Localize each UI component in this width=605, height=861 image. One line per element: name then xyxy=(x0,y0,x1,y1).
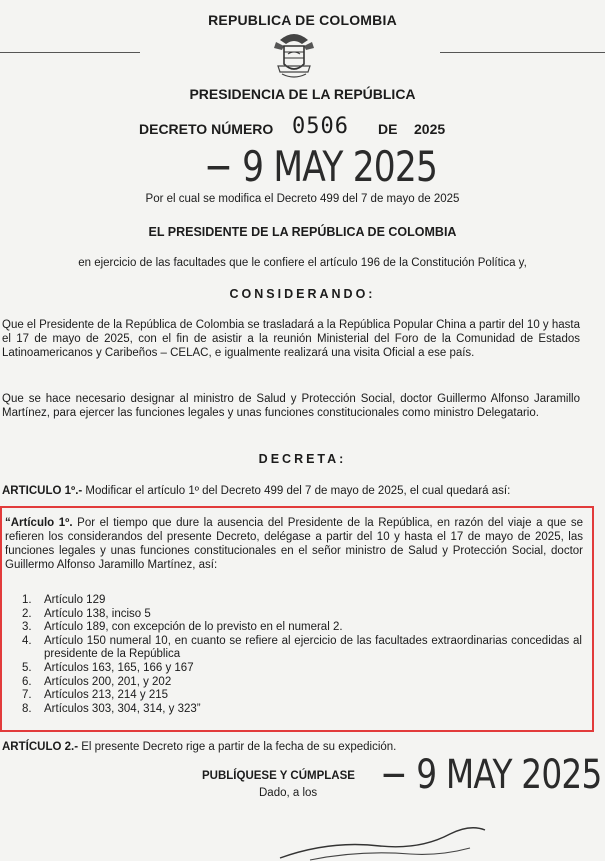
list-item xyxy=(22,703,582,717)
header-rule-left xyxy=(0,52,140,53)
list-item-text: Artículos 303, 304, 314, y 323” xyxy=(44,702,201,715)
list-item-text: Artículos 163, 165, 166 y 167 xyxy=(44,661,194,674)
list-item xyxy=(22,662,582,676)
list-item-number: 6. xyxy=(22,675,32,688)
article-1-label: ARTICULO 1º.- xyxy=(2,485,83,497)
article-1-text: Modificar el artículo 1º del Decreto 499 del 7 de mayo de 2025, el cual quedará así: xyxy=(82,485,511,497)
list-item-number: 2. xyxy=(22,607,32,620)
decreta-heading: DECRETA: xyxy=(258,452,347,466)
highlighted-article-box xyxy=(0,506,594,732)
publiquese-line: PUBLÍQUESE Y CÚMPLASE xyxy=(202,770,355,782)
list-item-text: Artículos 213, 214 y 215 xyxy=(44,689,169,702)
article-2-text: El presente Decreto rige a partir de la fecha de su expedición. xyxy=(78,741,397,753)
considerando-paragraph-1: Que el Presidente de la República de Colombia se trasladará a la República Popular China a partir del 10 y hasta el 17 de mayo de 2025, con el fin de asistir a la reunión Ministerial del Foro de la Comunidad de Estados Latinoamericanos y Caribeños – CELAC, e igualmente realizará una visita Oficial a ese país. xyxy=(2,319,580,359)
signature-icon xyxy=(270,820,520,861)
list-item xyxy=(22,594,582,608)
institution-heading: PRESIDENCIA DE LA REPÚBLICA xyxy=(189,86,416,102)
list-item-number: 5. xyxy=(22,661,32,674)
list-item-text: Artículo 129 xyxy=(44,594,106,606)
list-item xyxy=(22,635,582,662)
stamped-date-top: − 9 MAY 2025 xyxy=(204,142,438,191)
decree-subject: Por el cual se modifica el Decreto 499 del 7 de mayo de 2025 xyxy=(145,193,460,205)
list-item-text: Artículo 189, con excepción de lo previsto en el numeral 2. xyxy=(44,621,343,634)
list-item xyxy=(22,608,582,622)
quoted-article-text: Por el tiempo que dure la ausencia del Presidente de la República, en razón del viaje a que se refieren los considerandos del presente Decreto, delégase a partir del 10 y hasta el 17 de mayo de 2025, las funciones legales y unas funciones constitucionales en el señor ministro de Salud y Protección Social, doctor Guillermo Alfonso Jaramillo Martínez, así: xyxy=(5,517,583,571)
legal-basis: en ejercicio de las facultades que le confiere el artículo 196 de la Constitución Política y, xyxy=(78,257,527,269)
country-heading: REPUBLICA DE COLOMBIA xyxy=(208,12,397,28)
dado-line: Dado, a los xyxy=(259,787,318,799)
list-item xyxy=(22,621,582,635)
coat-of-arms-icon xyxy=(272,30,316,80)
list-item-number: 4. xyxy=(22,634,32,647)
article-1-paragraph xyxy=(2,484,580,498)
quoted-article-paragraph xyxy=(5,516,583,572)
stamped-date-bottom: − 9 MAY 2025 xyxy=(380,752,602,798)
decree-de-label: DE xyxy=(378,121,398,137)
decree-year: 2025 xyxy=(414,121,446,137)
list-item-number: 8. xyxy=(22,702,32,715)
list-item-text: Artículo 138, inciso 5 xyxy=(44,607,151,620)
article-2-label: ARTÍCULO 2.- xyxy=(2,741,79,753)
list-item-text: Artículo 150 numeral 10, en cuanto se refiere al ejercicio de las facultades extraordinarias concedidas al presidente de la República xyxy=(44,634,582,661)
considerando-paragraph-2: Que se hace necesario designar al ministro de Salud y Protección Social, doctor Guillermo Alfonso Jaramillo Martínez, para ejercer las funciones legales y unas funciones constitucionales como ministro Delegatario. xyxy=(2,393,580,419)
considerando-heading: CONSIDERANDO: xyxy=(229,287,376,301)
list-item-text: Artículos 200, 201, y 202 xyxy=(44,675,172,688)
list-item-number: 1. xyxy=(22,594,32,606)
decree-number-label: DECRETO NÚMERO xyxy=(139,121,274,137)
quoted-article-label: “Artículo 1º. xyxy=(5,517,73,529)
list-item xyxy=(22,676,582,690)
list-item xyxy=(22,689,582,703)
list-item-number: 3. xyxy=(22,621,32,634)
list-item-number: 7. xyxy=(22,689,32,702)
header-rule-right xyxy=(440,52,605,53)
delegated-functions-list xyxy=(22,594,582,716)
issuer-heading: EL PRESIDENTE DE LA REPÚBLICA DE COLOMBIA xyxy=(148,225,457,239)
decree-number: 0506 xyxy=(292,114,349,139)
